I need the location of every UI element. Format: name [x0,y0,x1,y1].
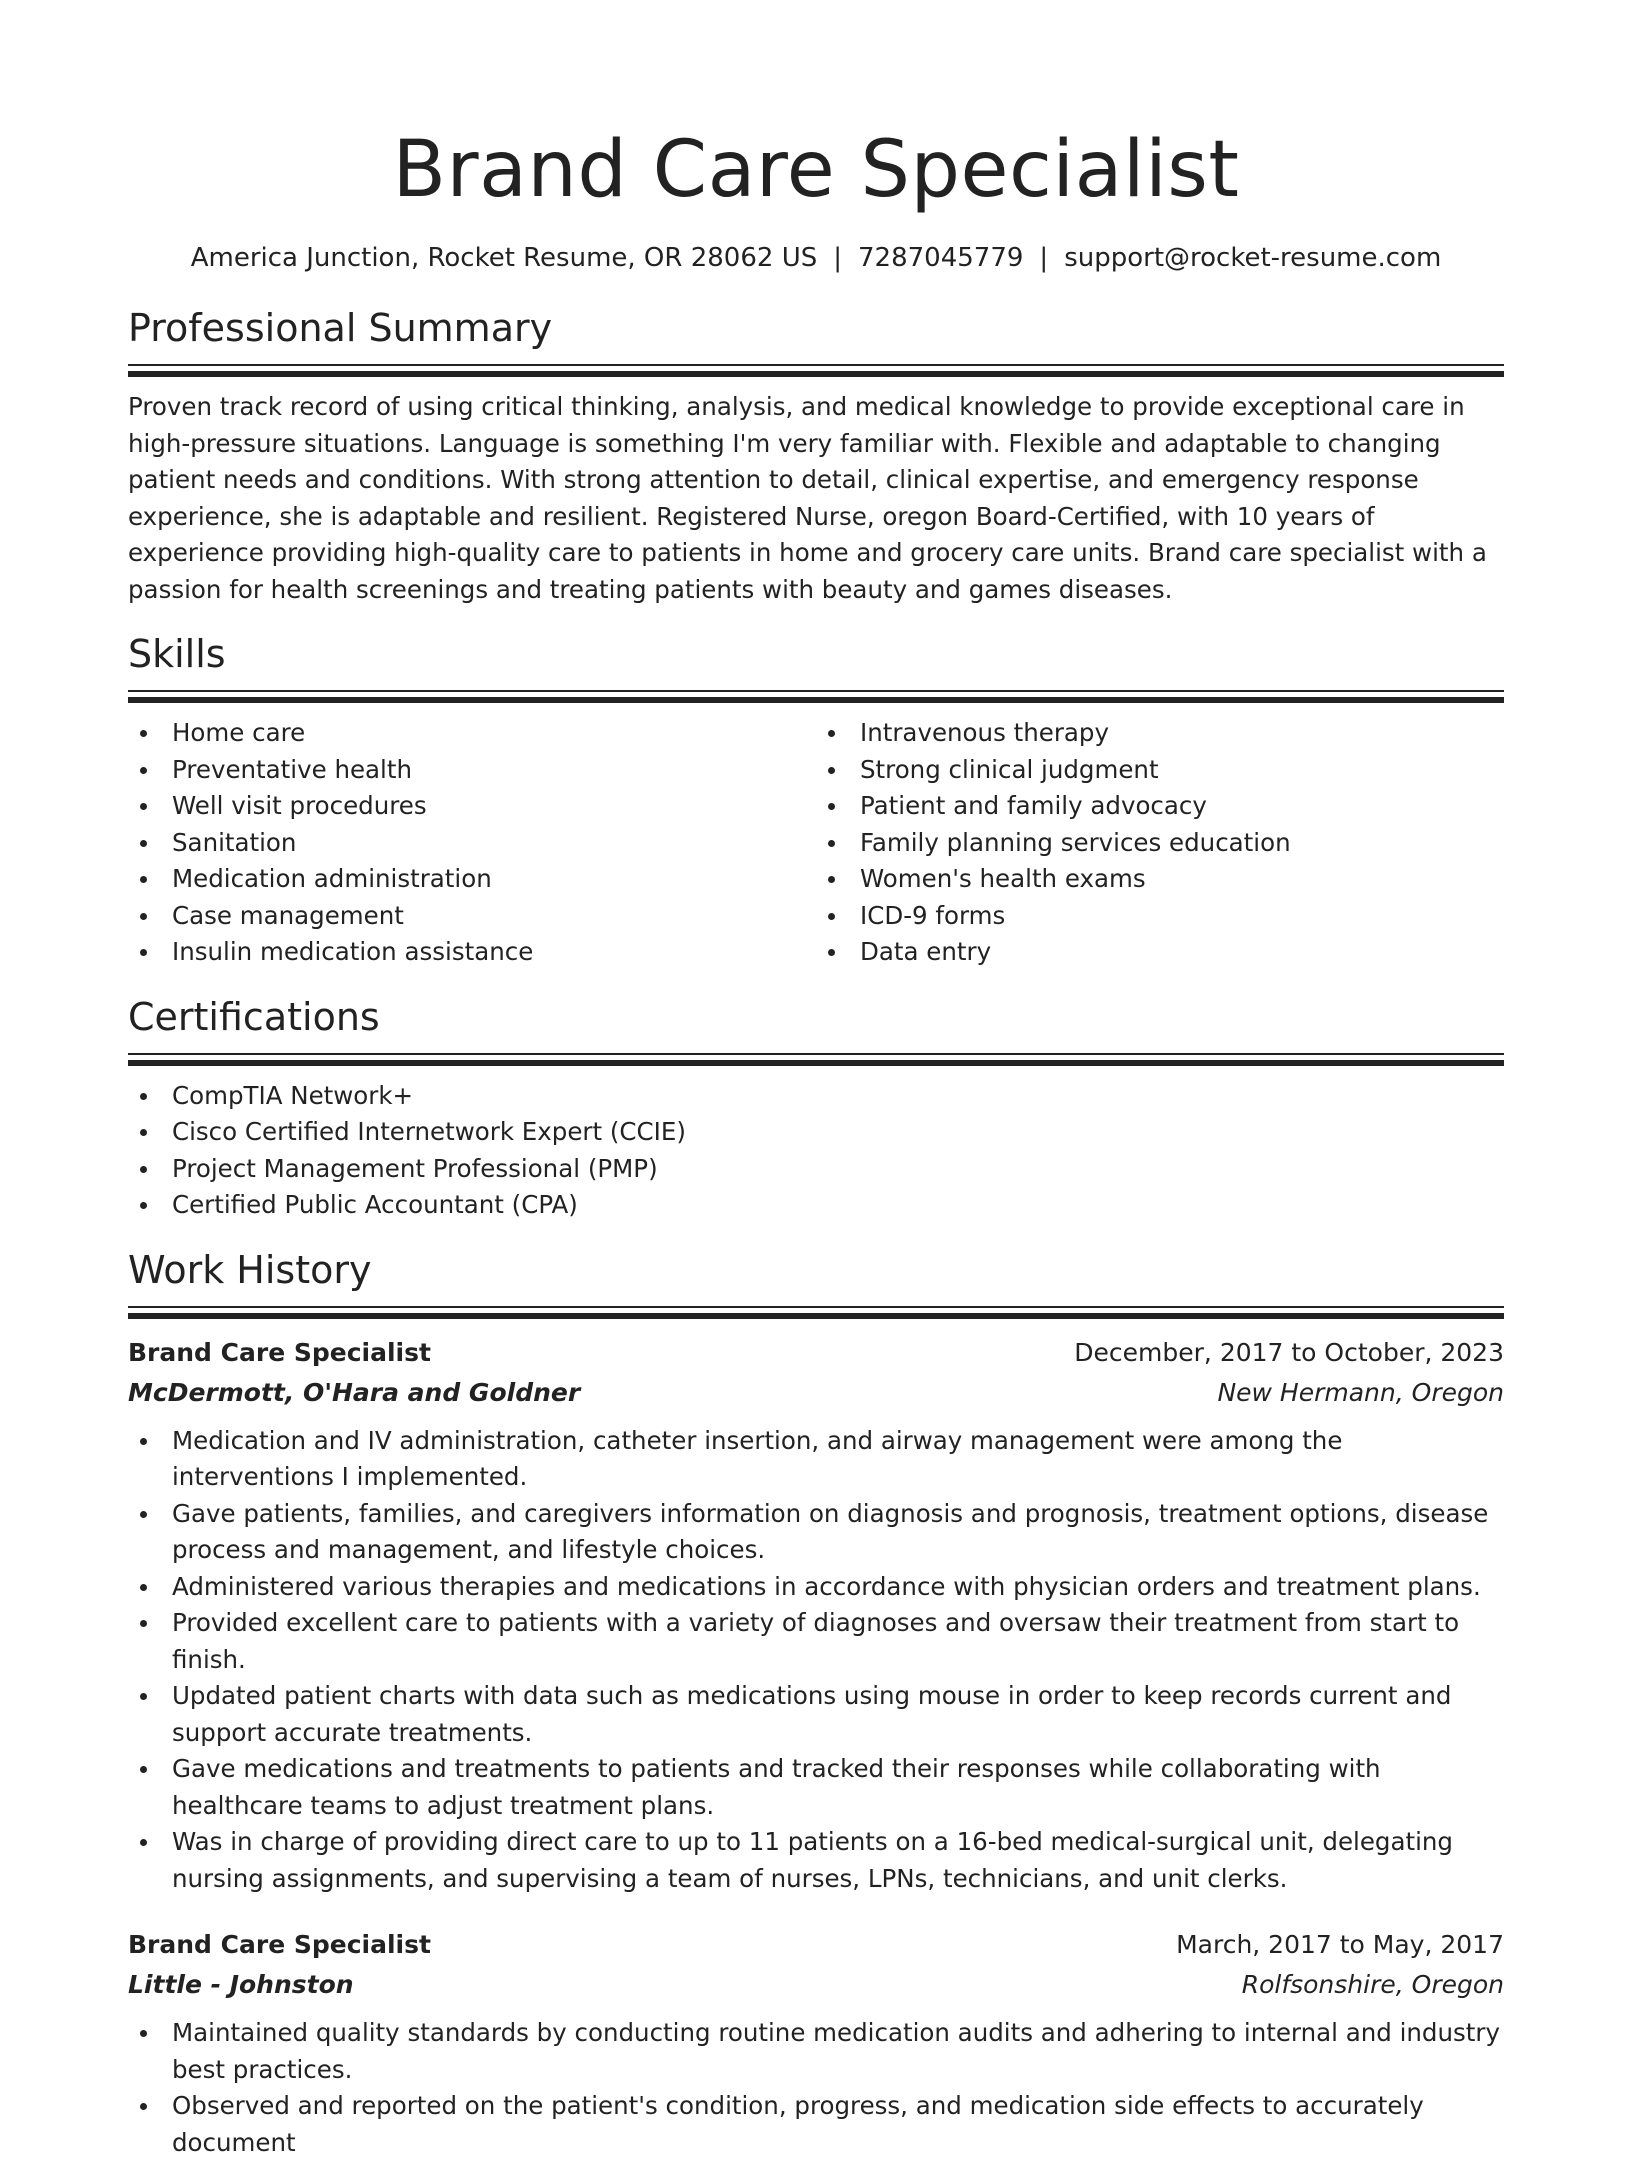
job-company: McDermott, O'Hara and Goldner [128,1373,580,1413]
section-divider [128,1053,1504,1066]
job-subheader [128,1965,1504,2005]
contact-line [128,242,1504,274]
job-dates: December, 2017 to October, 2023 [1074,1333,1504,1373]
list-item: Well visit procedures [128,788,816,825]
list-item: Women's health exams [816,861,1504,898]
skills-columns [128,715,1504,971]
list-item: Intravenous therapy [816,715,1504,752]
list-item: CompTIA Network+ [128,1078,1504,1115]
section-divider [128,364,1504,377]
list-item: Administered various therapies and medications in accordance with physician orders and treatment plans. [128,1569,1504,1606]
address: America Junction, Rocket Resume, OR 28062 US [191,243,818,273]
list-item: Sanitation [128,825,816,862]
contact-separator: | [817,243,858,273]
skills-section [128,630,1504,971]
section-title-summary: Professional Summary [128,304,1504,352]
list-item: Observed and reported on the patient's condition, progress, and medication side effects to accurately document [128,2088,1504,2161]
job-company: Little - Johnston [128,1965,354,2005]
list-item: Was in charge of providing direct care to up to 11 patients on a 16-bed medical-surgical unit, delegating nursing assignments, and supervising a team of nurses, LPNs, technicians, and unit clerks. [128,1824,1504,1897]
list-item: Certified Public Accountant (CPA) [128,1187,1504,1224]
certifications-section [128,993,1504,1224]
contact-separator: | [1023,243,1064,273]
email: support@rocket-resume.com [1064,243,1441,273]
list-item: Case management [128,898,816,935]
list-item: Medication administration [128,861,816,898]
summary-section [128,304,1504,608]
section-title-work: Work History [128,1246,1504,1294]
list-item: Family planning services education [816,825,1504,862]
list-item: Gave medications and treatments to patients and tracked their responses while collaborating with healthcare teams to adjust treatment plans. [128,1751,1504,1824]
job-location: New Hermann, Oregon [1217,1373,1504,1413]
page-title: Brand Care Specialist [128,0,1504,220]
section-divider [128,690,1504,703]
list-item: Strong clinical judgment [816,752,1504,789]
list-item: Preventative health [128,752,816,789]
section-title-skills: Skills [128,630,1504,678]
list-item: Project Management Professional (PMP) [128,1151,1504,1188]
list-item: Maintained quality standards by conducting routine medication audits and adhering to internal and industry best practices. [128,2015,1504,2088]
job-bullets [128,1423,1504,1898]
section-title-certifications: Certifications [128,993,1504,1041]
phone: 7287045779 [858,243,1023,273]
job-location: Rolfsonshire, Oregon [1242,1965,1504,2005]
summary-text: Proven track record of using critical thinking, analysis, and medical knowledge to provide exceptional care in high-pressure situations. Language is something I'm very familiar with. Flexible and adaptable to changing patient needs and conditions. With strong attention to detail, clinical expertise, and emergency response experience, she is adaptable and resilient. Registered Nurse, oregon Board-Certified, with 10 years of experience providing high-quality care to patients in home and grocery care units. Brand care specialist with a passion for health screenings and treating patients with beauty and games diseases. [128,389,1504,608]
work-section [128,1246,1504,2161]
job-header [128,1333,1504,1373]
job-entry [128,1333,1504,1898]
list-item: ICD-9 forms [816,898,1504,935]
job-subheader [128,1373,1504,1413]
job-title: Brand Care Specialist [128,1925,431,1965]
section-divider [128,1306,1504,1319]
list-item: Medication and IV administration, catheter insertion, and airway management were among the interventions I implemented. [128,1423,1504,1496]
job-title: Brand Care Specialist [128,1333,431,1373]
certifications-list [128,1078,1504,1224]
skills-left-list [128,715,816,971]
job-dates: March, 2017 to May, 2017 [1176,1925,1504,1965]
list-item: Gave patients, families, and caregivers information on diagnosis and prognosis, treatment options, disease process and management, and lifestyle choices. [128,1496,1504,1569]
list-item: Insulin medication assistance [128,934,816,971]
list-item: Patient and family advocacy [816,788,1504,825]
list-item: Home care [128,715,816,752]
list-item: Data entry [816,934,1504,971]
list-item: Cisco Certified Internetwork Expert (CCIE) [128,1114,1504,1151]
list-item: Provided excellent care to patients with a variety of diagnoses and oversaw their treatment from start to finish. [128,1605,1504,1678]
job-bullets [128,2015,1504,2161]
job-entry [128,1925,1504,2161]
skills-right-list [816,715,1504,971]
list-item: Updated patient charts with data such as medications using mouse in order to keep records current and support accurate treatments. [128,1678,1504,1751]
job-header [128,1925,1504,1965]
